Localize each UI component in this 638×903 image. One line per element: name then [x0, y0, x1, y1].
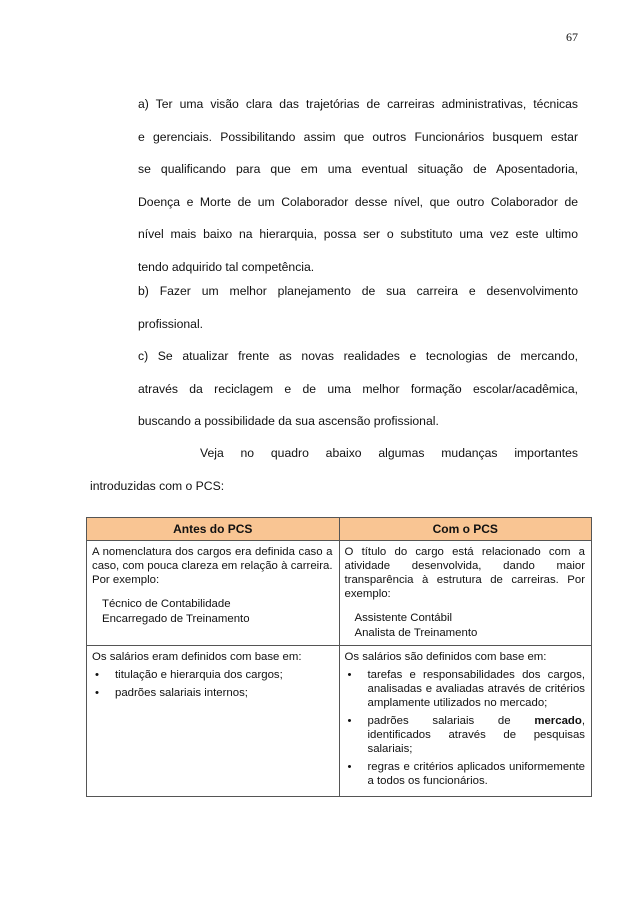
example-item: Analista de Treinamento [354, 627, 478, 639]
emphasis-market: mercado [534, 715, 582, 727]
list-item [345, 760, 586, 788]
list-item-text: regras e critérios aplicados uniformemente a todos os funcionários. [367, 761, 585, 787]
table-row [87, 541, 592, 646]
text-line: a) Ter uma visão clara das trajetórias de carreiras administrativas, técnicas [138, 97, 578, 111]
text-line: Doença e Morte de um Colaborador desse nível, que outro Colaborador de [138, 194, 578, 209]
paragraph-c [138, 340, 578, 438]
page-number: 67 [566, 30, 578, 44]
list-item-text: , identificados através de pesquisas salariais; [367, 715, 585, 755]
paragraph-a [138, 88, 578, 284]
cell-after-nomenclature [339, 541, 592, 646]
list-item-text: padrões salariais internos; [115, 687, 248, 699]
text-line: através da reciclagem e de uma melhor formação escolar/acadêmica, [138, 381, 578, 396]
list-item [92, 686, 333, 700]
cell-text: Os salários eram definidos com base em: [92, 651, 302, 663]
text-line: introduzidas com o PCS: [90, 478, 225, 493]
text-line: buscando a possibilidade da sua ascensão profissional. [138, 414, 439, 429]
bullet-list [345, 668, 586, 788]
text-line: tendo adquirido tal competência. [138, 259, 315, 274]
paragraph-b [138, 275, 578, 340]
example-item: Técnico de Contabilidade [102, 598, 231, 610]
header-before-pcs: Antes do PCS [87, 518, 340, 541]
text-line: Veja no quadro abaixo algumas mudanças importantes [200, 446, 578, 460]
text-line: profissional. [138, 316, 204, 331]
cell-text: O título do cargo está relacionado com a atividade desenvolvida, dando maior transparência à estrutura de carreiras. Por exemplo: [344, 546, 585, 600]
table-intro [90, 437, 578, 502]
example-list [355, 611, 586, 641]
list-item [345, 714, 586, 756]
cell-text: A nomenclatura dos cargos era definida caso a caso, com pouca clareza em relação à carreira. Por exemplo: [92, 546, 333, 586]
text-line: se qualificando para que em uma eventual situação de Aposentadoria, [138, 162, 578, 177]
list-item-text: padrões salariais de [367, 715, 511, 727]
bullet-icon: • [95, 687, 99, 699]
list-item-text: tarefas e responsabilidades dos cargos, analisadas e avaliadas através de critérios amplamente utilizados no mercado; [367, 669, 585, 709]
table-header-row [87, 518, 592, 541]
text-line: b) Fazer um melhor planejamento de sua carreira e desenvolvimento [138, 284, 578, 298]
cell-after-salaries [339, 646, 592, 797]
cell-text: Os salários são definidos com base em: [344, 651, 547, 663]
text-line: e gerenciais. Possibilitando assim que outros Funcionários busquem estar [138, 129, 578, 144]
cell-before-salaries [87, 646, 340, 797]
bullet-icon: • [347, 715, 352, 727]
example-item: Encarregado de Treinamento [102, 613, 250, 625]
bullet-icon: • [347, 761, 352, 773]
text-line: nível mais baixo na hierarquia, possa ser o substituto uma vez este ultimo [138, 227, 578, 242]
list-item [345, 668, 586, 710]
example-item: Assistente Contábil [354, 612, 453, 624]
header-with-pcs: Com o PCS [339, 518, 592, 541]
example-list [102, 597, 333, 627]
bullet-icon: • [95, 669, 99, 681]
bullet-icon: • [347, 669, 352, 681]
list-item [92, 668, 333, 682]
table-row [87, 646, 592, 797]
bullet-list [92, 668, 333, 700]
pcs-comparison-table [86, 517, 592, 797]
text-line: c) Se atualizar frente as novas realidades e tecnologias de mercando, [138, 349, 578, 363]
cell-before-nomenclature [87, 541, 340, 646]
list-item-text: titulação e hierarquia dos cargos; [115, 669, 283, 681]
